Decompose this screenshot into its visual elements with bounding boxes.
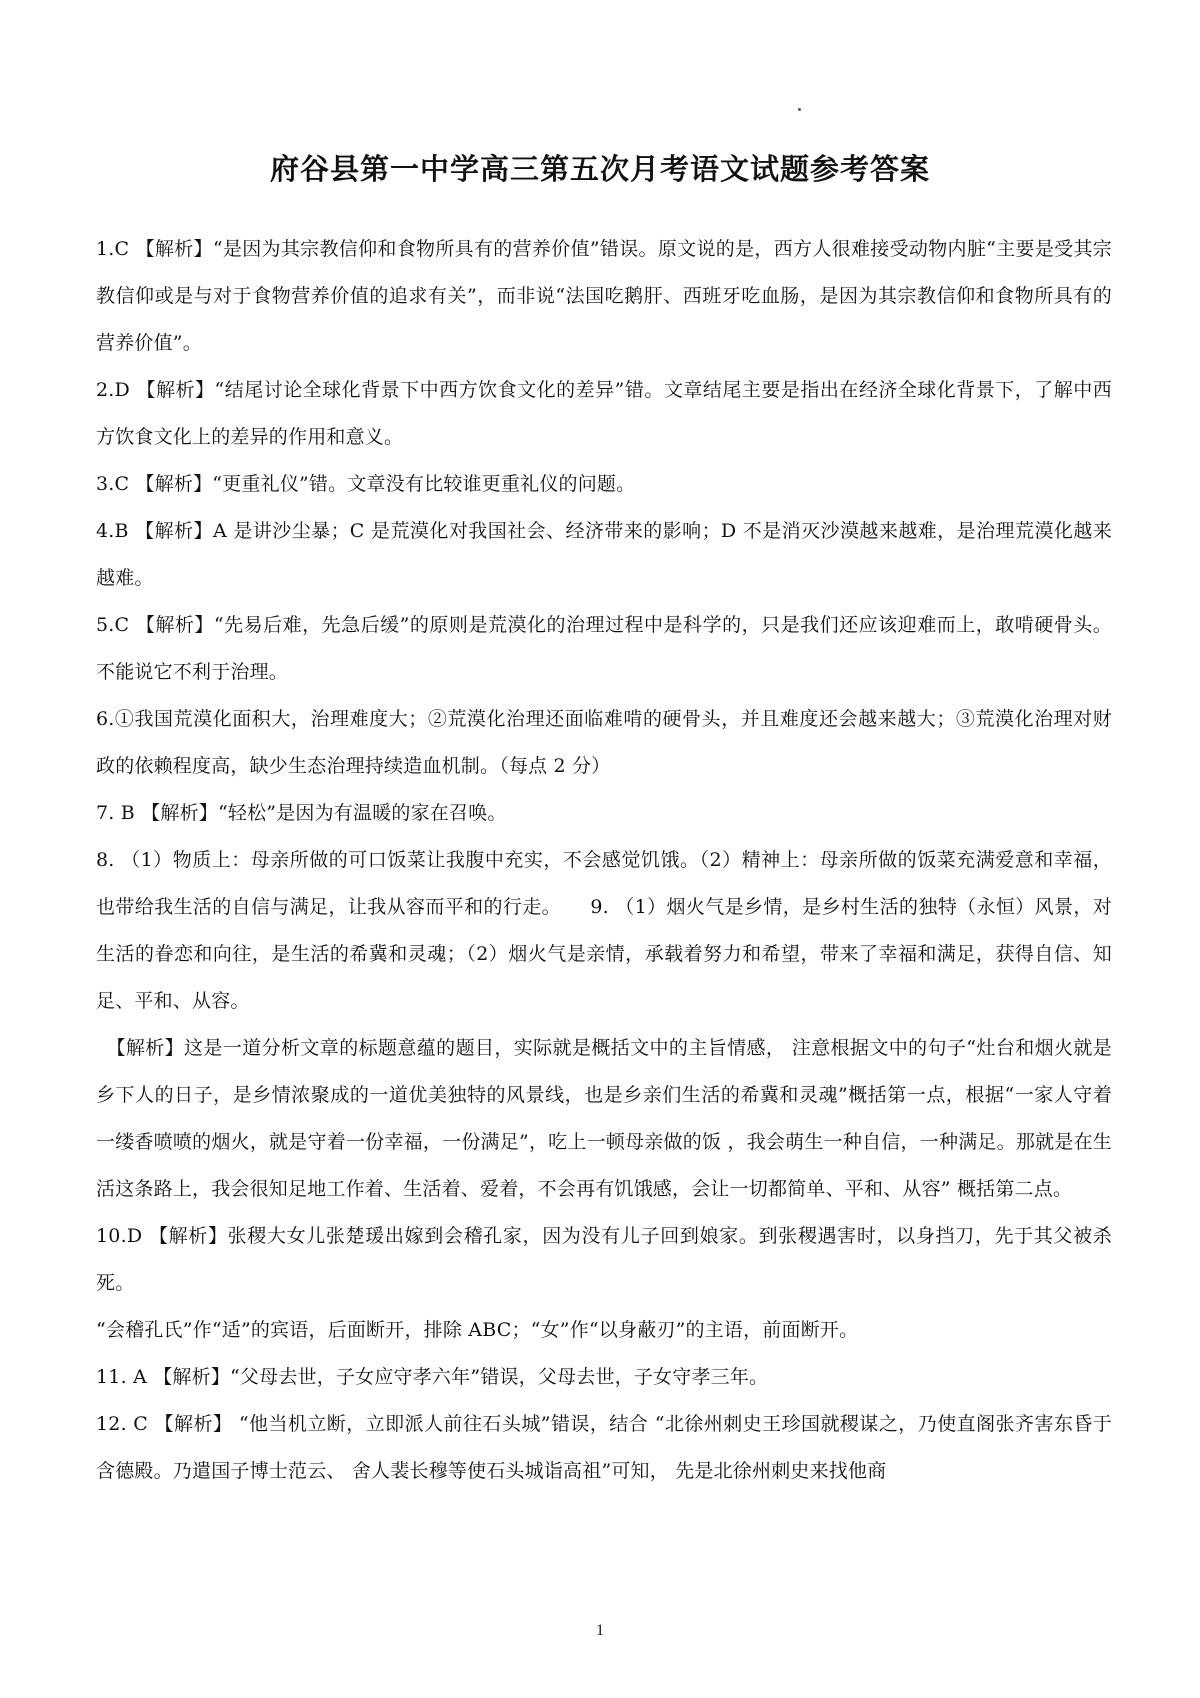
answer-paragraph-2: 2.D 【解析】“结尾讨论全球化背景下中西方饮食文化的差异”错。文章结尾主要是指出在经济全球化背景下，了解中西方饮食文化上的差异的作用和意义。	[96, 379, 1112, 448]
answer-paragraph-5: 5.C 【解析】“先易后难，先急后缓”的原则是荒漠化的治理过程中是科学的，只是我们还应该迎难而上，敢啃硬骨头。不能说它不利于治理。	[96, 614, 1112, 683]
answer-paragraph-7: 7. B 【解析】“轻松”是因为有温暖的家在召唤。	[96, 802, 507, 824]
page-number: 1	[596, 1622, 604, 1639]
answer-paragraph-10-note: “会稽孔氏”作“适”的宾语，后面断开，排除 ABC；“女”作“以身蔽刃”的主语，前面断开。	[96, 1319, 859, 1341]
answer-paragraph-12: 12. C 【解析】 “他当机立断，立即派人前往石头城”错误，结合 “北徐州刺史王珍国就稷谋之，乃使直阁张齐害东昏于含德殿。乃遣国子博士范云、 舍人裴长穆等使石头城诣高祖”可知， 先是北徐州刺史来找他商	[96, 1413, 1112, 1482]
answer-paragraph-3: 3.C 【解析】“更重礼仪”错。文章没有比较谁更重礼仪的问题。	[96, 473, 636, 495]
answer-paragraph-1: 1.C 【解析】“是因为其宗教信仰和食物所具有的营养价值”错误。原文说的是，西方人很难接受动物内脏“主要是受其宗教信仰或是与对于食物营养价值的追求有关”，而非说“法国吃鹅肝、西班牙吃血肠，是因为其宗教信仰和食物所具有的营养价值”。	[96, 238, 1112, 354]
answer-paragraph-8-9: 8. （1）物质上：母亲所做的可口饭菜让我腹中充实，不会感觉饥饿。（2）精神上：母亲所做的饭菜充满爱意和幸福，也带给我生活的自信与满足，让我从容而平和的行走。 9. （1）烟火气是乡情，是乡村生活的独特（永恒）风景，对生活的眷恋和向往，是生活的希冀和灵魂；（2）烟火气是亲情，承载着努力和希望，带来了幸福和满足，获得自信、知足、平和、从容。	[96, 849, 1112, 1012]
page-title: 府谷县第一中学高三第五次月考语文试题参考答案	[269, 152, 930, 187]
answer-paragraph-4: 4.B 【解析】A 是讲沙尘暴；C 是荒漠化对我国社会、经济带来的影响；D 不是消灭沙漠越来越难，是治理荒漠化越来越难。	[96, 520, 1112, 589]
scan-speck	[798, 108, 801, 111]
answer-paragraph-10: 10.D 【解析】张稷大女儿张楚瑗出嫁到会稽孔家，因为没有儿子回到娘家。到张稷遇害时，以身挡刀，先于其父被杀死。	[96, 1225, 1112, 1294]
analysis-paragraph-9: 【解析】这是一道分析文章的标题意蕴的题目，实际就是概括文中的主旨情感， 注意根据文中的句子“灶台和烟火就是乡下人的日子，是乡情浓聚成的一道优美独特的风景线，也是乡亲们生活的希冀和灵魂”概括第一点，根据“一家人守着一缕香喷喷的烟火，就是守着一份幸福，一份满足”，吃上一顿母亲做的饭 ，我会萌生一种自信，一种满足。那就是在生活这条路上，我会很知足地工作着、生活着、爱着，不会再有饥饿感，会让一切都简单、平和、从容” 概括第二点。	[96, 1037, 1112, 1200]
answer-paragraph-11: 11. A 【解析】“父母去世，子女应守孝六年”错误，父母去世，子女守孝三年。	[96, 1366, 769, 1388]
answer-paragraph-6: 6.①我国荒漠化面积大，治理难度大；②荒漠化治理还面临难啃的硬骨头，并且难度还会越来越大；③荒漠化治理对财政的依赖程度高，缺少生态治理持续造血机制。（每点 2 分）	[96, 708, 1112, 777]
answer-body	[96, 226, 1112, 1495]
